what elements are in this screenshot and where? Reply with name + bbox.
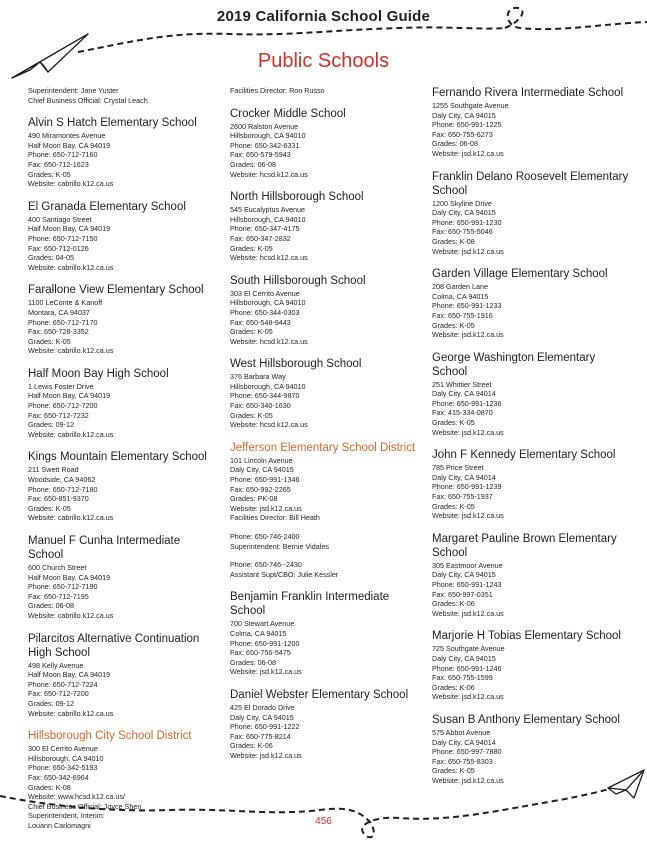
info-line: 725 Southgate Avenue <box>432 644 505 654</box>
info-line: Grades: K-05 <box>28 336 71 346</box>
info-line: Grades: PK-08 <box>230 494 278 504</box>
school-list <box>230 107 426 430</box>
info-line: 545 Eucalyptus Avenue <box>230 205 305 215</box>
info-line: Chief Business Official: Crystal Leach <box>28 95 148 105</box>
info-line: Fax: 650-992-2265 <box>230 484 291 494</box>
info-line: Hillsborough, CA 94010 <box>28 753 104 763</box>
info-line: Chief Business Official: Joyce Shen <box>28 801 142 811</box>
school-name: Crocker Middle School <box>230 107 346 120</box>
info-line: Phone: 650-746-2400 <box>230 532 300 541</box>
info-line: Grades: K-05 <box>432 766 475 776</box>
school-name: Manuel F Cunha Intermediate School <box>28 535 181 561</box>
info-line: Daly City, CA 94015 <box>432 570 496 580</box>
school-entry <box>432 448 632 521</box>
info-line: Superintendent, Interim: <box>28 811 105 821</box>
info-line: Grades: 06-08 <box>28 601 74 611</box>
info-line: Website: hcsd.k12.ca.us <box>230 420 308 430</box>
info-line: Daly City, CA 94015 <box>432 208 496 218</box>
info-line: Fax: 650-347-2832 <box>230 233 291 243</box>
info-line: Fax: 650-755-1599 <box>432 673 493 683</box>
info-line: Facilities Director: Ron Russo <box>230 86 325 95</box>
info-line: Daly City, CA 94015 <box>230 712 294 722</box>
school-name: West Hillsborough School <box>230 358 362 371</box>
info-line: Facilities Director: Bill Heath <box>230 513 320 523</box>
info-line: Website: jsd.k12.ca.us <box>432 427 504 437</box>
school-name: Pilarcitos Alternative Continuation High School <box>28 632 200 659</box>
info-line: 498 Kelly Avenue <box>28 660 84 670</box>
info-line: Fax: 650-775-8214 <box>230 731 291 741</box>
info-line: Website: jsd.k12.ca.us <box>432 608 504 618</box>
school-entry <box>230 190 426 263</box>
info-line: 305 Eastmoor Avenue <box>432 560 503 570</box>
school-entry <box>28 116 218 189</box>
info-line: Phone: 650-344-0303 <box>230 307 300 317</box>
school-name: John F Kennedy Elementary School <box>432 449 616 462</box>
info-line: Fax: 650-728-3352 <box>28 327 89 337</box>
info-line: Website: cabrillo.k12.ca.us <box>28 429 114 439</box>
info-line: Fax: 650-755-1937 <box>432 492 493 502</box>
guide-title: 2019 California School Guide <box>216 8 431 25</box>
info-line: Phone: 650-997-7880 <box>432 747 502 757</box>
info-line: Daly City, CA 94014 <box>432 472 496 482</box>
section-title: Public Schools <box>257 50 390 72</box>
school-name: North Hillsborough School <box>230 191 364 204</box>
info-line: Colma, CA 94015 <box>432 291 489 301</box>
info-line: Fax: 650-712-7200 <box>28 689 89 699</box>
info-line: Fax: 650-755-5046 <box>432 227 493 237</box>
school-name: George Washington Elementary School <box>432 351 596 378</box>
info-line: Grades: K-06 <box>230 741 273 751</box>
info-line: Phone: 650-991-1225 <box>432 120 502 130</box>
page-number: 456 <box>315 816 332 827</box>
info-line: Phone: 650-991-1222 <box>230 722 300 732</box>
info-line: Website: cabrillo.k12.ca.us <box>28 262 114 272</box>
school-name: Marjorie H Tobias Elementary School <box>432 630 621 643</box>
info-line: 1200 Skyline Drive <box>432 198 492 208</box>
info-line: 600 Church Street <box>28 563 87 572</box>
info-line: Fax: 650-712-7232 <box>28 410 89 420</box>
school-entry <box>28 283 218 356</box>
top-dashed-line <box>78 27 505 52</box>
info-line: Website: hcsd.k12.ca.us <box>230 336 308 346</box>
info-line: 2600 Ralston Avenue <box>230 121 299 131</box>
column-3 <box>432 86 632 797</box>
info-line: Phone: 650-991-1236 <box>432 398 502 408</box>
info-line: Fax: 650-755-6273 <box>432 129 493 139</box>
info-line: Grades: K-05 <box>28 169 71 179</box>
info-line: Grades: 06-08 <box>230 159 276 169</box>
info-line: Phone: 650-712-7200 <box>28 401 98 411</box>
info-line: Phone: 650-342-5193 <box>28 763 98 773</box>
info-line: Colma, CA 94015 <box>230 628 287 638</box>
school-entry <box>432 713 632 786</box>
info-line: Website: jsd.k12.ca.us <box>230 503 302 513</box>
column-2 <box>230 86 426 772</box>
info-line: Website: hcsd.k12.ca.us <box>230 253 308 263</box>
info-line: 303 El Cerrito Avenue <box>230 288 300 298</box>
school-entry <box>230 274 426 347</box>
info-line: Grades: K-05 <box>230 243 273 253</box>
info-line: Daly City, CA 94014 <box>432 389 496 399</box>
info-line: Website: jsd.k12.ca.us <box>230 750 302 760</box>
info-line: Daly City, CA 94014 <box>432 737 496 747</box>
info-line: Fax: 650-579-5943 <box>230 150 291 160</box>
info-line: Assistant Supt/CBO: Julie Kessler <box>230 569 339 579</box>
school-name: Kings Mountain Elementary School <box>28 451 207 464</box>
info-line: Woodside, CA 94062 <box>28 475 96 485</box>
info-line: Half Moon Bay, CA 94019 <box>28 670 111 680</box>
info-line: Website: jsd.k12.ca.us <box>230 667 302 677</box>
info-line: Grades: K-05 <box>432 418 475 428</box>
school-entry <box>230 590 426 677</box>
school-entry <box>432 86 632 159</box>
info-line: Grades: 06-08 <box>230 657 276 667</box>
info-line: Superintendent: Bernie Vidales <box>230 541 329 551</box>
school-name: Susan B Anthony Elementary School <box>432 713 620 726</box>
school-entry <box>28 367 218 440</box>
info-line: Fax: 415-334-0870 <box>432 408 493 418</box>
school-name: Benjamin Franklin Intermediate School <box>230 591 390 618</box>
info-line: Website: hcsd.k12.ca.us <box>230 169 308 179</box>
school-entry <box>230 107 426 180</box>
info-line: 785 Price Street <box>432 463 484 473</box>
school-name: Half Moon Bay High School <box>28 367 169 380</box>
info-line: Website: jsd.k12.ca.us <box>432 775 504 785</box>
info-line: Phone: 650-712-7150 <box>28 233 98 243</box>
info-line: Grades: K-06 <box>432 599 475 609</box>
info-line: Grades: K-05 <box>432 501 475 511</box>
info-line: Phone: 650-712-7224 <box>28 679 98 689</box>
school-entry <box>28 534 218 621</box>
column-1 <box>28 86 218 841</box>
info-line: Phone: 650-712-7160 <box>28 150 98 160</box>
info-line: Grades: K-08 <box>28 782 71 792</box>
info-line: Superintendent: Jane Yuster <box>28 86 119 95</box>
info-line: Fax: 650-755-1916 <box>432 310 493 320</box>
info-line: Daly City, CA 94015 <box>432 110 496 120</box>
info-line: Phone: 650-991-1200 <box>230 638 300 648</box>
info-line: Half Moon Bay, CA 94019 <box>28 224 111 234</box>
info-line: Website: jsd.k12.ca.us <box>432 148 504 158</box>
info-line: Website: cabrillo.k12.ca.us <box>28 179 114 189</box>
info-line: 300 El Cerrito Avenue <box>28 744 98 754</box>
info-line: 490 Miramontes Avenue <box>28 131 106 141</box>
district-name: Hillsborough City School District <box>28 730 192 743</box>
info-line: Fax: 650-997-0351 <box>432 589 493 599</box>
school-list <box>28 116 218 718</box>
school-name: El Granada Elementary School <box>28 200 186 213</box>
school-name: Fernando Rivera Intermediate School <box>432 87 624 99</box>
info-line: Grades: K-05 <box>230 410 273 420</box>
info-line: Grades: 09-12 <box>28 698 74 708</box>
school-name: Franklin Delano Roosevelt Elementary School <box>432 170 629 197</box>
info-line: Phone: 650-712-7190 <box>28 582 98 592</box>
school-name: Daniel Webster Elementary School <box>230 688 409 701</box>
info-line: Phone: 650-991-1233 <box>432 301 502 311</box>
info-line: Fax: 650-755-8303 <box>432 756 493 766</box>
school-name: South Hillsborough School <box>230 274 366 287</box>
info-line: Fax: 650-756-5475 <box>230 648 291 658</box>
info-line: Phone: 650-991-1246 <box>432 663 502 673</box>
info-line: 575 Abbot Avenue <box>432 727 491 737</box>
info-line: Fax: 650-712-7195 <box>28 591 89 601</box>
info-line: Phone: 650-342-6331 <box>230 140 300 150</box>
info-line: Half Moon Bay, CA 94019 <box>28 391 111 401</box>
info-line: Phone: 650-991-1230 <box>432 217 502 227</box>
info-line: Fax: 650-342-6964 <box>28 772 89 782</box>
info-line: Grades: K-08 <box>432 236 475 246</box>
info-line: Fax: 650-851-9370 <box>28 494 89 504</box>
info-line: 376 Barbara Way <box>230 372 286 382</box>
school-name: Farallone View Elementary School <box>28 284 204 297</box>
info-line: Website: cabrillo.k12.ca.us <box>28 708 114 718</box>
info-line: Phone: 650-746--2430 <box>230 560 302 570</box>
info-line: Half Moon Bay, CA 94019 <box>28 140 111 150</box>
info-line: Daly City, CA 94015 <box>432 653 496 663</box>
info-line: Website: cabrillo.k12.ca.us <box>28 513 114 523</box>
school-entry <box>28 200 218 273</box>
school-list <box>432 86 632 786</box>
info-line: 1 Lewis Foster Drive <box>28 381 94 391</box>
school-entry <box>230 688 426 761</box>
school-entry <box>432 351 632 438</box>
info-line: Hillsborough, CA 94010 <box>230 381 306 391</box>
info-line: Grades: 09-12 <box>28 420 74 430</box>
info-line: 211 Swett Road <box>28 465 79 475</box>
info-line: Website: www.hcsd.k12.ca.us/ <box>28 792 125 802</box>
info-line: Fax: 650-548-9443 <box>230 317 291 327</box>
info-line: Website: cabrillo.k12.ca.us <box>28 346 114 356</box>
school-name: Margaret Pauline Brown Elementary School <box>432 532 617 559</box>
school-entry <box>432 629 632 702</box>
info-line: Grades: K-05 <box>432 320 475 330</box>
info-line: Phone: 650-712-7170 <box>28 317 98 327</box>
info-line: Website: jsd.k12.ca.us <box>432 692 504 702</box>
school-entry <box>28 632 218 719</box>
school-entry <box>230 357 426 430</box>
info-line: Hillsborough, CA 94010 <box>230 131 306 141</box>
info-line: 251 Whittier Street <box>432 379 492 389</box>
info-line: Grades: 04-05 <box>28 253 74 263</box>
info-line: 700 Stewart Avenue <box>230 619 295 629</box>
info-line: Fax: 650-712-1623 <box>28 159 89 169</box>
info-line: Montara, CA 94037 <box>28 307 90 317</box>
school-name: Garden Village Elementary School <box>432 268 608 281</box>
info-line: Daly City, CA 94015 <box>230 465 294 475</box>
info-line: Louann Carlomagni <box>28 820 91 830</box>
info-line: 1100 LeConte & Kanoff <box>28 298 103 308</box>
info-line: 400 Santiago Street <box>28 214 92 224</box>
info-line: Hillsborough, CA 94010 <box>230 298 306 308</box>
school-entry <box>432 267 632 340</box>
info-line: 1255 Southgate Avenue <box>432 101 509 110</box>
info-line: Fax: 650-340-1630 <box>230 401 291 411</box>
info-line: Phone: 650-347-4175 <box>230 224 300 234</box>
info-line: Phone: 650-344-9870 <box>230 391 300 401</box>
district-entry <box>230 441 426 580</box>
info-line: Grades: K-06 <box>432 682 475 692</box>
info-line: Hillsborough, CA 94010 <box>230 214 306 224</box>
info-line: Phone: 650-991-1243 <box>432 580 502 589</box>
info-line: Fax: 650-712-0126 <box>28 243 89 253</box>
info-line: Phone: 650-712-7180 <box>28 484 98 494</box>
school-list <box>230 590 426 760</box>
school-entry <box>432 532 632 619</box>
info-line: Website: jsd.k12.ca.us <box>432 330 504 340</box>
info-line: Grades: K-05 <box>230 327 273 337</box>
info-line: Website: jsd.k12.ca.us <box>432 246 504 256</box>
info-line: 208 Garden Lane <box>432 282 488 292</box>
school-entry <box>28 450 218 523</box>
info-line: Phone: 650-991-1239 <box>432 482 502 492</box>
info-line: Website: jsd.k12.ca.us <box>432 511 504 521</box>
info-line: 101 Lincoln Avenue <box>230 455 293 465</box>
school-entry <box>432 170 632 257</box>
info-line: Grades: 06-08 <box>432 139 478 149</box>
info-line: Website: cabrillo.k12.ca.us <box>28 610 114 620</box>
info-line: Grades: K-05 <box>28 503 71 513</box>
info-line: 425 El Dorado Drive <box>230 702 295 712</box>
info-line: Half Moon Bay, CA 94019 <box>28 572 111 582</box>
district-name: Jefferson Elementary School District <box>230 441 416 454</box>
info-line: Phone: 650-991-1346 <box>230 475 300 485</box>
district-intro <box>230 86 426 96</box>
school-name: Alvin S Hatch Elementary School <box>28 117 197 130</box>
district-intro <box>28 86 218 105</box>
